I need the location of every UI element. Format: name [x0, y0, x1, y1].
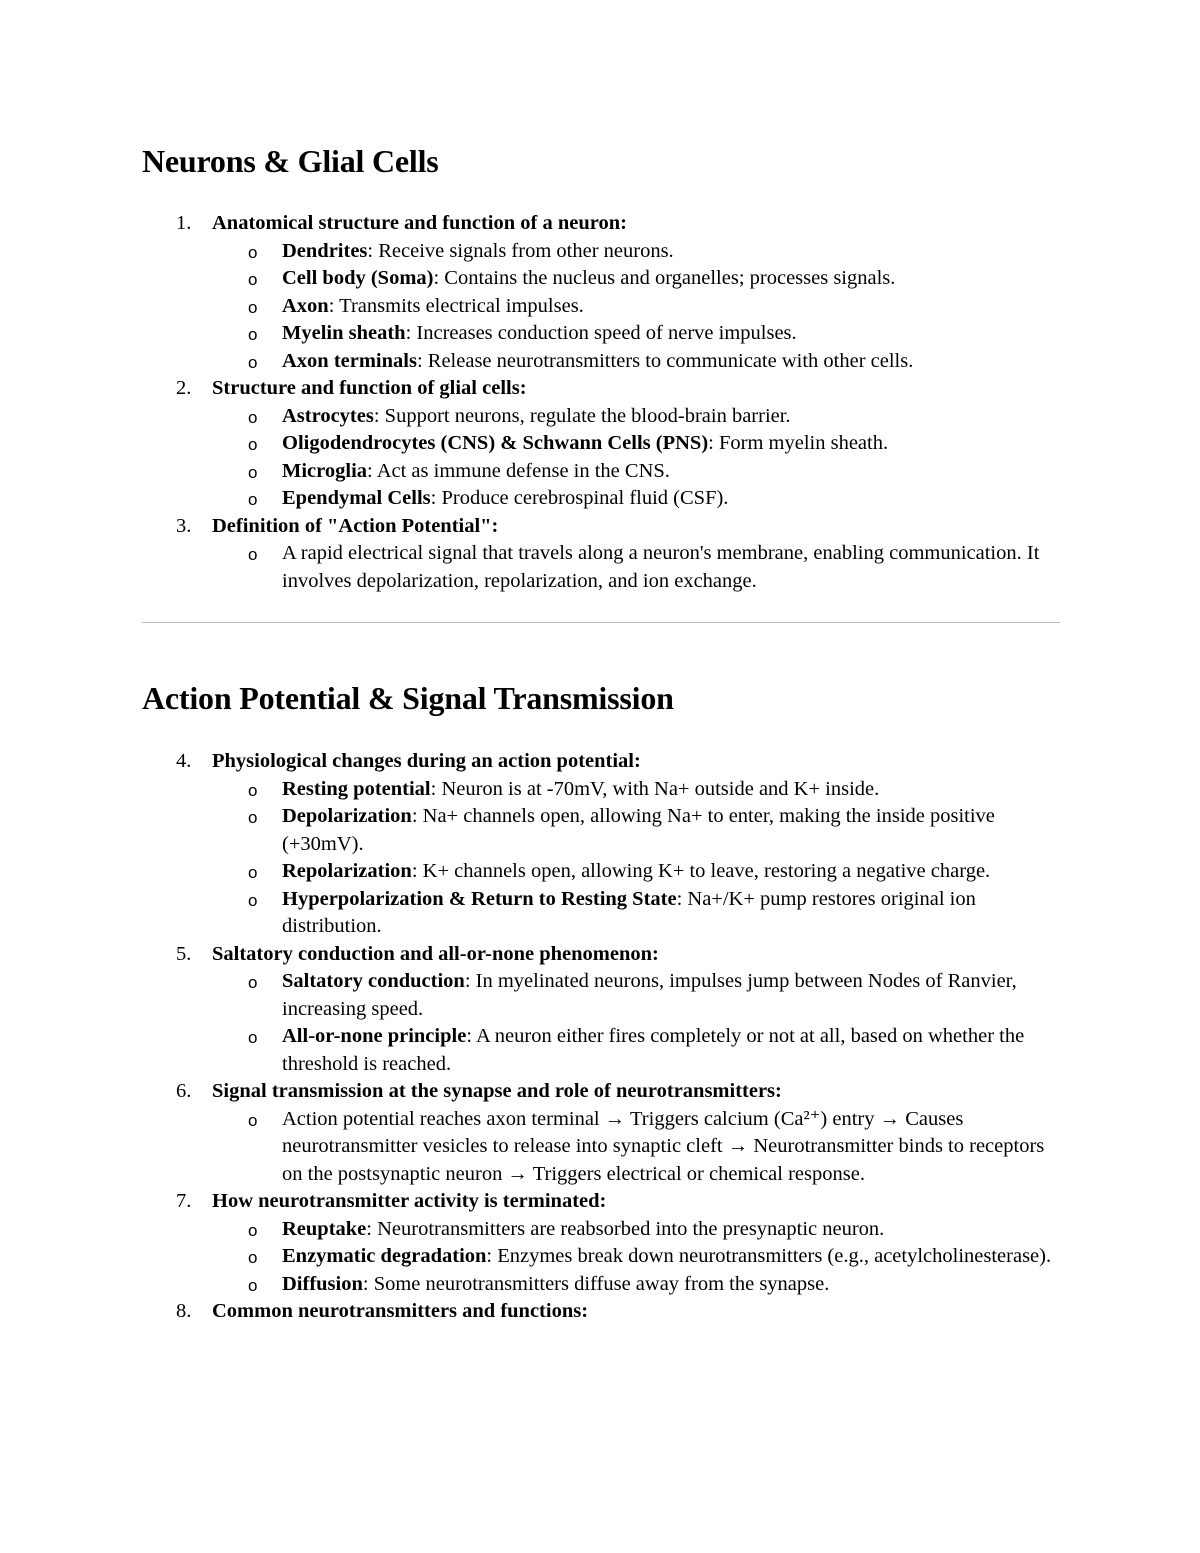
sub-item-text — [282, 776, 1062, 804]
bullet-icon: o — [248, 242, 258, 262]
term-description: : Some neurotransmitters diffuse away from the synapse. — [362, 1272, 830, 1295]
sub-list-item — [212, 1106, 1060, 1189]
sub-item-text — [282, 348, 1062, 376]
bullet-icon: o — [248, 490, 258, 509]
sub-list — [212, 968, 1060, 1078]
sub-item-text — [282, 1106, 1062, 1189]
sub-list-item — [212, 1023, 1060, 1078]
term-description: Action potential reaches axon terminal → Triggers calcium (Ca²⁺) entry → Causes neurotransmitter vesicles to release into synaptic cleft → Neurotransmitter binds to receptors on the postsynaptic neuron → Triggers electrical or chemical response. — [282, 1107, 1045, 1185]
bullet-icon: o — [248, 270, 258, 289]
bullet-icon: o — [248, 462, 258, 482]
sub-list — [212, 776, 1060, 941]
sub-list-item — [212, 1243, 1060, 1271]
list-item — [142, 210, 1060, 375]
sub-list-item — [212, 540, 1060, 595]
bullet-icon: o — [248, 1028, 258, 1047]
sub-item-text — [282, 540, 1062, 595]
term-description: A rapid electrical signal that travels along a neuron's membrane, enabling communication. It involves depolarization, repolarization, and ion exchange. — [282, 542, 1040, 592]
sub-item-text — [282, 265, 1062, 293]
bullet-icon: o — [248, 352, 258, 372]
sub-list-item — [212, 293, 1060, 321]
sub-list-item — [212, 485, 1060, 513]
term-label: Microglia — [282, 459, 368, 482]
term-label: Reuptake — [282, 1217, 367, 1240]
item-number: 3. — [176, 514, 192, 537]
sub-list-item — [212, 803, 1060, 858]
sub-item-text — [282, 1243, 1062, 1271]
term-description: : Na+/K+ pump restores original ion distribution. — [282, 887, 976, 937]
sub-item-text — [282, 886, 1062, 941]
item-title: How neurotransmitter activity is terminated: — [212, 1190, 607, 1212]
sub-list-item — [212, 886, 1060, 941]
sub-item-text — [282, 403, 1062, 431]
term-label: Oligodendrocytes (CNS) & Schwann Cells (PNS) — [282, 432, 709, 454]
sub-list — [212, 1216, 1060, 1299]
term-description: : K+ channels open, allowing K+ to leave, restoring a negative charge. — [411, 860, 991, 882]
sub-list-item — [212, 265, 1060, 293]
term-label: All-or-none principle — [282, 1025, 467, 1047]
list-item — [142, 1298, 1060, 1326]
term-label: Ependymal Cells — [282, 487, 431, 509]
sub-list — [212, 540, 1060, 595]
sub-list-item — [212, 858, 1060, 886]
bullet-icon: o — [248, 1220, 258, 1240]
term-description: : Increases conduction speed of nerve impulses. — [405, 322, 797, 344]
sub-item-text — [282, 858, 1062, 886]
sub-list — [212, 238, 1060, 376]
item-title: Common neurotransmitters and functions: — [212, 1300, 589, 1322]
bullet-icon: o — [248, 973, 258, 992]
bullet-icon: o — [248, 407, 258, 427]
list-item — [142, 513, 1060, 596]
term-label: Dendrites — [282, 239, 368, 262]
sub-item-text — [282, 320, 1062, 348]
item-number: 4. — [176, 750, 192, 772]
item-number: 6. — [176, 1080, 192, 1102]
sub-list — [212, 403, 1060, 513]
item-title: Signal transmission at the synapse and role of neurotransmitters: — [212, 1080, 782, 1102]
term-label: Cell body (Soma) — [282, 267, 434, 289]
sub-list-item — [212, 1216, 1060, 1244]
sub-list-item — [212, 1271, 1060, 1299]
term-label: Hyperpolarization & Return to Resting State — [282, 887, 677, 910]
item-number: 5. — [176, 942, 192, 965]
term-description: : Na+ channels open, allowing Na+ to enter, making the inside positive (+30mV). — [282, 805, 995, 855]
term-description: : Enzymes break down neurotransmitters (e.g., acetylcholinesterase). — [486, 1245, 1052, 1267]
term-label: Resting potential — [282, 777, 431, 800]
term-description: : Contains the nucleus and organelles; processes signals. — [433, 267, 896, 289]
term-description: : Transmits electrical impulses. — [328, 294, 584, 317]
term-label: Enzymatic degradation — [282, 1245, 487, 1267]
sub-item-text — [282, 485, 1062, 513]
sub-item-text — [282, 293, 1062, 321]
list-item — [142, 1188, 1060, 1298]
section-heading-neurons: Neurons & Glial Cells — [142, 143, 439, 179]
term-description: : Neuron is at -70mV, with Na+ outside and K+ inside. — [430, 777, 880, 800]
list-item — [142, 375, 1060, 513]
term-label: Axon — [282, 294, 329, 317]
bullet-icon: o — [248, 435, 258, 454]
bullet-icon: o — [248, 297, 258, 317]
term-description: : Support neurons, regulate the blood-brain barrier. — [373, 404, 791, 427]
sub-list-item — [212, 238, 1060, 266]
list-item — [142, 941, 1060, 1079]
item-number: 1. — [176, 212, 192, 234]
term-description: : Receive signals from other neurons. — [367, 239, 674, 262]
term-description: : A neuron either fires completely or not at all, based on whether the threshold is reached. — [282, 1025, 1025, 1075]
bullet-icon: o — [248, 1248, 258, 1267]
term-description: : Act as immune defense in the CNS. — [367, 459, 670, 482]
bullet-icon: o — [248, 890, 258, 910]
bullet-icon: o — [248, 545, 258, 564]
sub-item-text — [282, 1216, 1062, 1244]
term-label: Repolarization — [282, 860, 412, 882]
sub-list-item — [212, 430, 1060, 458]
bullet-icon: o — [248, 1275, 258, 1295]
item-title: Definition of "Action Potential": — [212, 514, 499, 537]
sub-list-item — [212, 458, 1060, 486]
item-title: Structure and function of glial cells: — [212, 377, 527, 399]
item-number: 7. — [176, 1190, 192, 1212]
section-list-action-potential — [142, 748, 1060, 1326]
term-description: : Neurotransmitters are reabsorbed into the presynaptic neuron. — [366, 1217, 885, 1240]
item-number: 2. — [176, 377, 192, 399]
item-title: Physiological changes during an action potential: — [212, 750, 641, 772]
sub-item-text — [282, 458, 1062, 486]
sub-item-text — [282, 803, 1062, 858]
horizontal-divider — [142, 622, 1060, 623]
item-number: 8. — [176, 1300, 192, 1322]
sub-item-text — [282, 430, 1062, 458]
term-label: Depolarization — [282, 805, 412, 827]
term-description: : In myelinated neurons, impulses jump between Nodes of Ranvier, increasing speed. — [282, 970, 1017, 1020]
bullet-icon: o — [248, 780, 258, 800]
bullet-icon: o — [248, 1110, 258, 1130]
sub-list-item — [212, 968, 1060, 1023]
term-label: Saltatory conduction — [282, 970, 465, 992]
list-item — [142, 748, 1060, 941]
term-description: : Form myelin sheath. — [708, 432, 889, 454]
sub-item-text — [282, 1271, 1062, 1299]
term-label: Diffusion — [282, 1272, 363, 1295]
sub-item-text — [282, 968, 1062, 1023]
term-description: : Release neurotransmitters to communicate with other cells. — [416, 349, 914, 372]
term-label: Astrocytes — [282, 404, 374, 427]
term-label: Myelin sheath — [282, 322, 406, 344]
item-title: Anatomical structure and function of a neuron: — [212, 212, 627, 234]
sub-list-item — [212, 320, 1060, 348]
sub-item-text — [282, 238, 1062, 266]
term-description: : Produce cerebrospinal fluid (CSF). — [430, 487, 729, 509]
section-heading-action-potential: Action Potential & Signal Transmission — [142, 680, 674, 716]
section-list-neurons — [142, 210, 1060, 595]
sub-list — [212, 1106, 1060, 1189]
sub-list-item — [212, 776, 1060, 804]
sub-list-item — [212, 348, 1060, 376]
sub-list-item — [212, 403, 1060, 431]
sub-item-text — [282, 1023, 1062, 1078]
item-title: Saltatory conduction and all-or-none phenomenon: — [212, 942, 659, 965]
bullet-icon: o — [248, 808, 258, 827]
bullet-icon: o — [248, 863, 258, 882]
bullet-icon: o — [248, 325, 258, 344]
term-label: Axon terminals — [282, 349, 417, 372]
list-item — [142, 1078, 1060, 1188]
